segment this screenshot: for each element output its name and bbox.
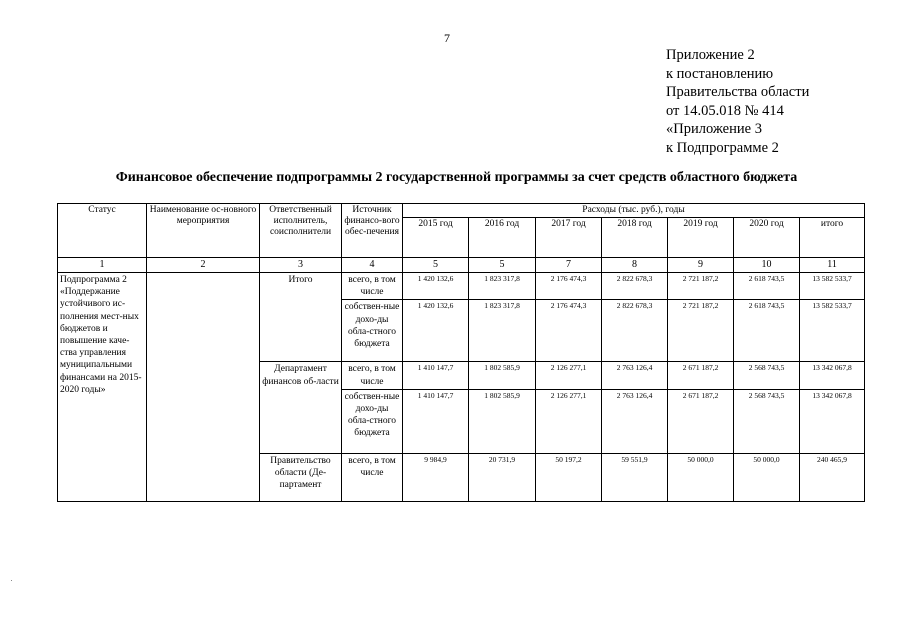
column-number: 11 [800,258,865,273]
appendix-line: к Подпрограмме 2 [666,139,779,156]
value-cell: 2 618 743,5 [734,273,800,300]
column-number: 3 [260,258,342,273]
appendix-line: от 14.05.018 № 414 [666,102,784,119]
value-cell: 1 410 147,7 [403,389,469,453]
column-number: 9 [668,258,734,273]
value-cell: 1 823 317,8 [469,273,536,300]
header-measure: Наименование ос-новного мероприятия [147,204,260,258]
total-cell: 13 582 533,7 [800,273,865,300]
source-cell: собствен-ные дохо-ды обла-стного бюджета [342,389,403,453]
value-cell: 2 721 187,2 [668,300,734,362]
column-number: 7 [536,258,602,273]
value-cell: 50 000,0 [668,453,734,501]
value-cell: 2 763 126,4 [602,389,668,453]
value-cell: 2 126 277,1 [536,362,602,389]
value-cell: 2 822 678,3 [602,300,668,362]
status-cell: Подпрограмма 2 «Поддержание устойчивого ис-полнения мест-ных бюджетов и повышение каче-ства управления муниципальными финансами на 2015-2020 годы» [58,273,147,502]
column-number: 1 [58,258,147,273]
column-number: 10 [734,258,800,273]
executor-cell: Правительство области (Де-партамент [260,453,342,501]
appendix-line: к постановлению [666,65,774,82]
source-cell: всего, в том числе [342,362,403,389]
value-cell: 2 126 277,1 [536,389,602,453]
appendix-line: Приложение 2 [666,47,755,63]
total-cell: 13 342 067,8 [800,362,865,389]
column-number: 5 [403,258,469,273]
executor-cell: Департамент финансов об-ласти [260,362,342,453]
source-cell: всего, в том числе [342,453,403,501]
value-cell: 2 763 126,4 [602,362,668,389]
source-cell: собствен-ные дохо-ды обла-стного бюджета [342,300,403,362]
table-row [58,273,865,300]
executor-cell: Итого [260,273,342,362]
header-source: Источник финансо-вого обес-печения [342,204,403,258]
value-cell: 1 802 585,9 [469,362,536,389]
appendix-line: Правительства области [666,84,810,100]
appendix-note [666,46,809,157]
scan-speck [11,580,12,581]
total-cell: 13 582 533,7 [800,300,865,362]
value-cell: 9 984,9 [403,453,469,501]
header-year: 2016 год [469,218,536,258]
value-cell: 2 671 187,2 [668,389,734,453]
value-cell: 2 568 743,5 [734,389,800,453]
column-number: 2 [147,258,260,273]
column-numbers-row [58,258,865,273]
financing-table [57,203,865,502]
total-cell: 13 342 067,8 [800,389,865,453]
value-cell: 1 823 317,8 [469,300,536,362]
header-status: Статус [58,204,147,258]
value-cell: 2 176 474,3 [536,273,602,300]
source-cell: всего, в том числе [342,273,403,300]
column-number: 8 [602,258,668,273]
value-cell: 1 802 585,9 [469,389,536,453]
value-cell: 2 568 743,5 [734,362,800,389]
appendix-line: «Приложение 3 [666,121,762,137]
column-number: 4 [342,258,403,273]
header-expenses: Расходы (тыс. руб.), годы [403,204,865,218]
value-cell: 2 721 187,2 [668,273,734,300]
header-year: 2019 год [668,218,734,258]
measure-cell [147,273,260,502]
value-cell: 59 551,9 [602,453,668,501]
value-cell: 1 410 147,7 [403,362,469,389]
header-year: 2020 год [734,218,800,258]
value-cell: 1 420 132,6 [403,300,469,362]
document-title: Финансовое обеспечение подпрограммы 2 государственной программы за счет средств областного бюджета [115,170,798,185]
value-cell: 1 420 132,6 [403,273,469,300]
value-cell: 2 618 743,5 [734,300,800,362]
header-total: итого [800,218,865,258]
header-year: 2015 год [403,218,469,258]
header-year: 2018 год [602,218,668,258]
value-cell: 2 176 474,3 [536,300,602,362]
header-year: 2017 год [536,218,602,258]
value-cell: 2 671 187,2 [668,362,734,389]
page-number: 7 [444,31,450,45]
total-cell: 240 465,9 [800,453,865,501]
value-cell: 50 000,0 [734,453,800,501]
value-cell: 20 731,9 [469,453,536,501]
value-cell: 2 822 678,3 [602,273,668,300]
header-executor: Ответственный исполнитель, соисполнители [260,204,342,258]
value-cell: 50 197,2 [536,453,602,501]
column-number: 5 [469,258,536,273]
